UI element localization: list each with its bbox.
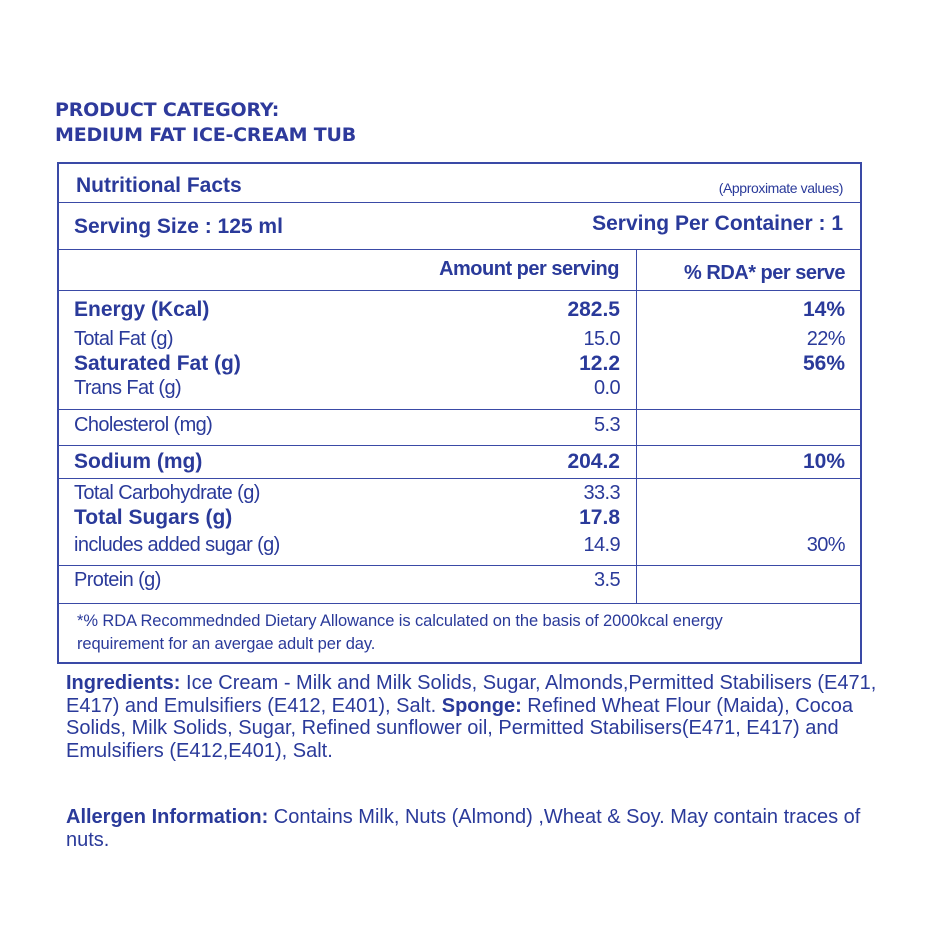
- product-category-value: MEDIUM FAT ICE-CREAM TUB: [55, 124, 357, 146]
- nutrient-rda: 30%: [806, 534, 845, 556]
- nutrient-amount: 3.5: [593, 569, 620, 591]
- nutrient-rda: 14%: [802, 298, 845, 321]
- nutrient-rda: 56%: [802, 352, 845, 375]
- nutrient-label: Total Sugars (g): [74, 506, 233, 529]
- allergen-section: [66, 806, 886, 852]
- divider: [59, 249, 860, 250]
- nutrient-label: Total Fat (g): [74, 328, 173, 350]
- product-category: [55, 98, 356, 148]
- serving-per-container: Serving Per Container : 1: [592, 212, 843, 235]
- nutrition-facts-table: [57, 162, 862, 664]
- sponge-label: Sponge:: [441, 694, 522, 717]
- nutrient-label: Total Carbohydrate (g): [74, 482, 260, 504]
- nutrient-rda: 10%: [802, 450, 845, 473]
- divider: [59, 603, 860, 604]
- nutrient-amount: 0.0: [593, 377, 620, 399]
- nutrient-amount: 5.3: [593, 414, 620, 436]
- nutrient-amount: 15.0: [583, 328, 620, 350]
- nutrient-amount: 12.2: [579, 352, 620, 375]
- column-header-amount: Amount per serving: [439, 258, 619, 280]
- divider: [59, 565, 860, 566]
- nutrient-amount: 17.8: [579, 506, 620, 529]
- product-category-label: PRODUCT CATEGORY:: [55, 99, 280, 121]
- column-header-rda: % RDA* per serve: [684, 262, 845, 284]
- nutrient-label: Cholesterol (mg): [74, 414, 213, 436]
- nutrient-label: Saturated Fat (g): [74, 352, 241, 375]
- nutrient-amount: 14.9: [583, 534, 620, 556]
- allergen-text: Contains Milk, Nuts (Almond) ,Wheat & Soy. May contain traces of nuts.: [66, 806, 861, 851]
- divider: [59, 409, 860, 410]
- column-divider: [636, 249, 637, 603]
- nutrient-amount: 204.2: [567, 450, 620, 473]
- divider: [59, 290, 860, 291]
- facts-title: Nutritional Facts: [76, 174, 242, 197]
- serving-size: Serving Size : 125 ml: [74, 215, 283, 238]
- allergen-label: Allergen Information:: [66, 806, 269, 828]
- nutrient-label: includes added sugar (g): [74, 534, 280, 556]
- footnote-line-1: *% RDA Recommednded Dietary Allowance is calculated on the basis of 2000kcal energy: [77, 612, 723, 630]
- nutrient-rda: 22%: [806, 328, 845, 350]
- nutrient-label: Protein (g): [74, 569, 161, 591]
- footnote-line-2: requirement for an avergae adult per day.: [77, 635, 376, 653]
- nutrient-amount: 33.3: [583, 482, 620, 504]
- nutrient-label: Trans Fat (g): [74, 377, 182, 399]
- divider: [59, 202, 860, 203]
- divider: [59, 478, 860, 479]
- nutrient-amount: 282.5: [567, 298, 620, 321]
- nutrient-label: Energy (Kcal): [74, 298, 210, 321]
- nutrient-label: Sodium (mg): [74, 450, 203, 473]
- ingredients-section: [66, 672, 886, 762]
- ingredients-label: Ingredients:: [66, 672, 181, 694]
- divider: [59, 445, 860, 446]
- approximate-values-note: (Approximate values): [718, 180, 843, 196]
- ingredients-text: Ice Cream - Milk and Milk Solids, Sugar, Almonds,Permitted Stabilisers (E471, E417) and Emulsifiers (E412, E401), Salt.: [66, 672, 877, 717]
- sponge-ingredients-text: Refined Wheat Flour (Maida), Cocoa Solids, Milk Solids, Sugar, Refined sunflower oil, Permitted Stabilisers(E471, E417) and Emulsifiers (E412,E401), Salt.: [66, 694, 853, 762]
